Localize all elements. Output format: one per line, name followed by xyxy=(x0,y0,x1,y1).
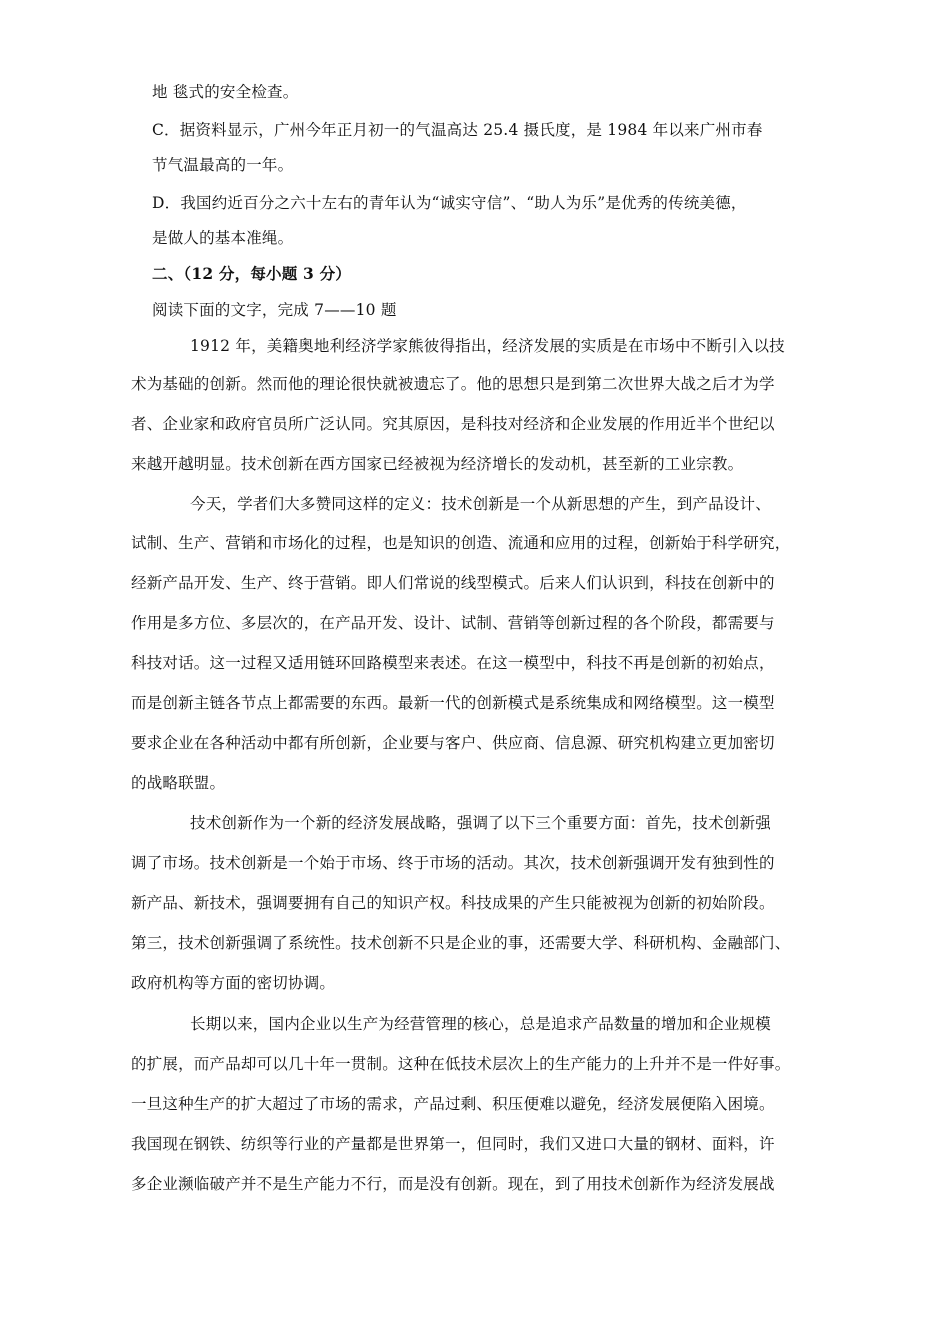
passage-p4-line-4: 我国现在钢铁、纺织等行业的产量都是世界第一，但同时，我们又进口大量的钢材、面料，许 xyxy=(131,1135,775,1153)
passage-p3-line-2: 调了市场。技术创新是一个始于市场、终于市场的活动。其次，技术创新强调开发有独到性的 xyxy=(131,854,775,872)
option-c-line-1: C．据资料显示，广州今年正月初一的气温高达 25.4 摄氏度，是 1984 年以来广州市春 xyxy=(152,121,763,139)
section-two-heading: 二、（12 分，每小题 3 分） xyxy=(152,264,351,283)
option-b-continuation: 地 毯式的安全检查。 xyxy=(152,83,299,101)
passage-p3-line-3: 新产品、新技术，强调要拥有自己的知识产权。科技成果的产生只能被视为创新的初始阶段。 xyxy=(131,894,775,912)
passage-p4-line-3: 一旦这种生产的扩大超过了市场的需求，产品过剩、积压便难以避免，经济发展便陷入困境。 xyxy=(131,1095,775,1113)
passage-p3-line-5: 政府机构等方面的密切协调。 xyxy=(131,974,336,992)
passage-p4-line-5: 多企业濒临破产并不是生产能力不行，而是没有创新。现在，到了用技术创新作为经济发展战 xyxy=(131,1175,775,1193)
passage-p3-line-4: 第三，技术创新强调了系统性。技术创新不只是企业的事，还需要大学、科研机构、金融部门、 xyxy=(131,934,791,952)
option-d-line-2: 是做人的基本准绳。 xyxy=(152,229,294,247)
passage-p2-line-6: 而是创新主链各节点上都需要的东西。最新一代的创新模式是系统集成和网络模型。这一模型 xyxy=(131,694,775,712)
passage-p3-line-1: 技术创新作为一个新的经济发展战略，强调了以下三个重要方面：首先，技术创新强 xyxy=(190,814,771,832)
section-two-instruction: 阅读下面的文字，完成 7——10 题 xyxy=(152,301,397,319)
passage-p2-line-7: 要求企业在各种活动中都有所创新，企业要与客户、供应商、信息源、研究机构建立更加密切 xyxy=(131,734,775,752)
passage-p2-line-4: 作用是多方位、多层次的，在产品开发、设计、试制、营销等创新过程的各个阶段，都需要与 xyxy=(131,614,775,632)
passage-p4-line-2: 的扩展，而产品却可以几十年一贯制。这种在低技术层次上的生产能力的上升并不是一件好事。 xyxy=(131,1055,791,1073)
passage-p1-line-2: 术为基础的创新。然而他的理论很快就被遗忘了。他的思想只是到第二次世界大战之后才为学 xyxy=(131,375,775,393)
passage-p1-line-4: 来越开越明显。技术创新在西方国家已经被视为经济增长的发动机，甚至新的工业宗教。 xyxy=(131,455,744,473)
passage-p2-line-2: 试制、生产、营销和市场化的过程，也是知识的创造、流通和应用的过程，创新始于科学研究， xyxy=(131,534,791,552)
option-c-line-2: 节气温最高的一年。 xyxy=(152,156,294,174)
passage-p1-line-1: 1912 年，美籍奥地利经济学家熊彼得指出，经济发展的实质是在市场中不断引入以技 xyxy=(190,337,785,355)
passage-p2-line-1: 今天，学者们大多赞同这样的定义：技术创新是一个从新思想的产生，到产品设计、 xyxy=(190,495,771,513)
passage-p2-line-3: 经新产品开发、生产、终于营销。即人们常说的线型模式。后来人们认识到，科技在创新中的 xyxy=(131,574,775,592)
passage-p2-line-5: 科技对话。这一过程又适用链环回路模型来表述。在这一模型中，科技不再是创新的初始点， xyxy=(131,654,775,672)
option-d-line-1: D．我国约近百分之六十左右的青年认为“诚实守信”、“助人为乐”是优秀的传统美德， xyxy=(152,194,747,212)
passage-p1-line-3: 者、企业家和政府官员所广泛认同。究其原因，是科技对经济和企业发展的作用近半个世纪以 xyxy=(131,415,775,433)
passage-p4-line-1: 长期以来，国内企业以生产为经营管理的核心，总是追求产品数量的增加和企业规模 xyxy=(190,1015,771,1033)
passage-p2-line-8: 的战略联盟。 xyxy=(131,774,226,792)
